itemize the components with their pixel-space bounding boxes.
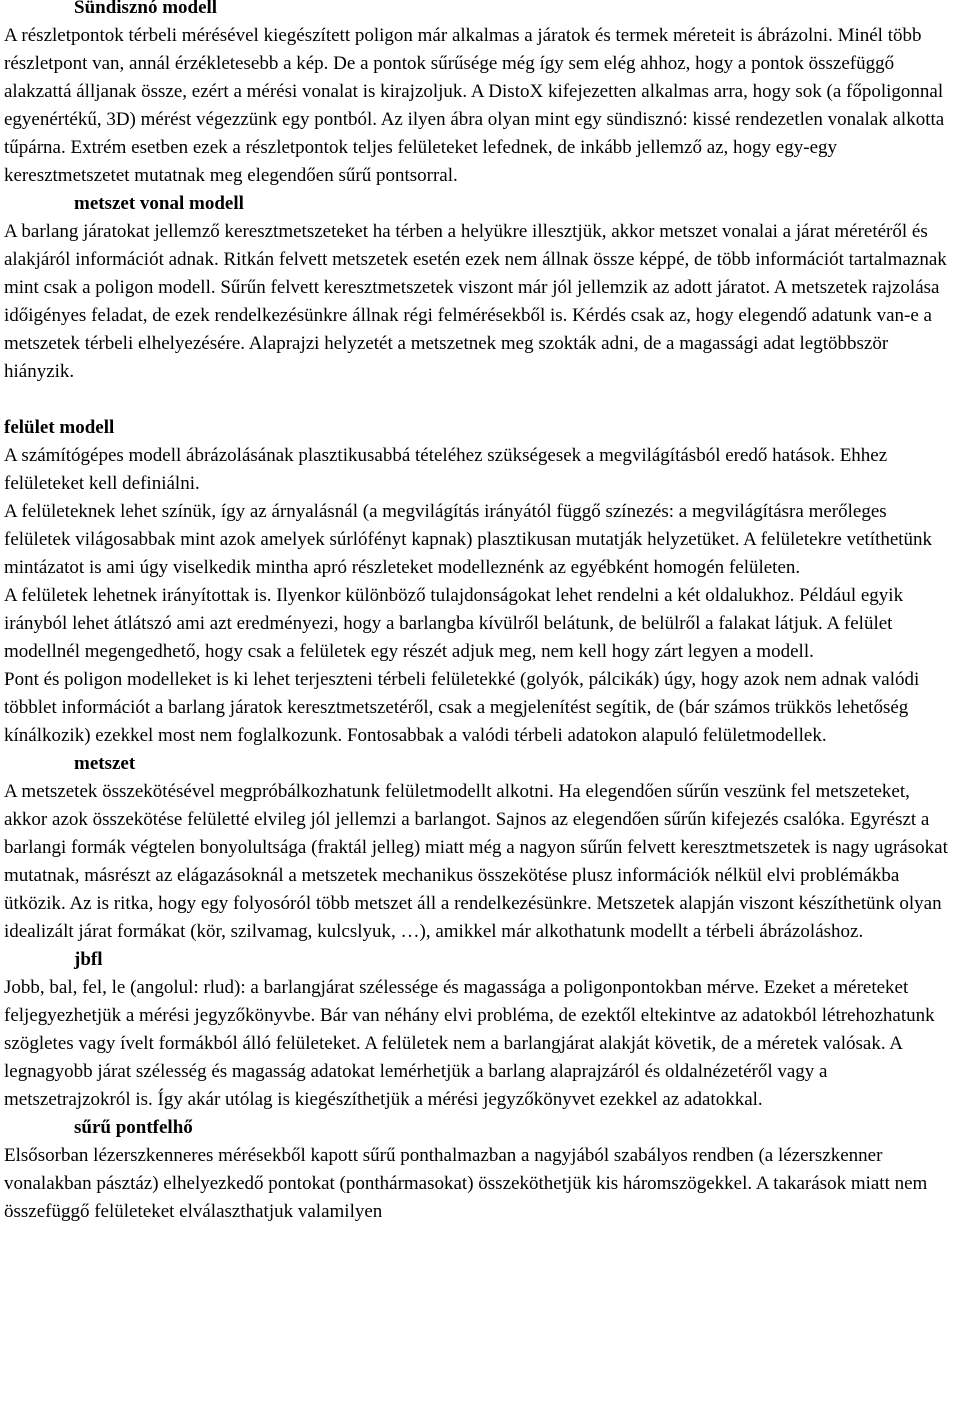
section-heading-sundiszno: Sündisznó modell [74, 0, 218, 18]
paragraph-felulet-3: A felületek lehetnek irányítottak is. Ilyenkor különböző tulajdonságokat lehet rendelni a két oldalukhoz. Például egyik irányból lehet átlátszó ami azt eredményezi, hogy a barlangba kívülről belátunk, de belülről a falakat látjuk. A felület modellnél megengedhető, hogy csak a felületek egy részét adjuk meg, nem kell hogy zárt legyen a modell. [4, 585, 904, 662]
section-heading-metszet: metszet [74, 753, 136, 774]
paragraph-felulet-1: A számítógépes modell ábrázolásának plasztikusabbá tételéhez szükségesek a megvilágításból eredő hatások. Ehhez felületeket kell definiálni. [4, 445, 888, 494]
paragraph-sundiszno: A részletpontok térbeli mérésével kiegészített poligon már alkalmas a járatok és termek méreteit is ábrázolni. Minél több részletpont van, annál érzékletesebb a kép. De a pontok sűrűsége még így sem elég ahhoz, hogy a pontok összefüggő alakzattá álljanak össze, ezért a mérési vonalat is kirajzoljuk. A DistoX kifejezetten alkalmas arra, hogy sok (a főpoligonnal egyenértékű, 3D) mérést végezzünk egy pontból. Az ilyen ábra olyan mint egy sündisznó: kissé rendezetlen vonalak alkotta tűpárna. Extrém esetben ezek a részletpontok teljes felületeket lefednek, de inkább jellemző az, hogy egy-egy keresztmetszetet mutatnak meg elegendően sűrű pontsorral. [4, 25, 945, 186]
paragraph-felulet-4: Pont és poligon modelleket is ki lehet terjeszteni térbeli felületekké (golyók, pálcikák) úgy, hogy azok nem adnak valódi többlet információt a barlang járatok keresztmetszetéről, csak a megjelenítést segítik, de (bár számos trükkös lehetőség kínálkozik) ezekkel most nem foglalkozunk. Fontosabbak a valódi térbeli adatokon alapuló felületmodellek. [4, 669, 920, 746]
spacer [4, 386, 956, 414]
paragraph-suru-pontfelho: Elsősorban lézerszkenneres mérésekből kapott sűrű ponthalmazban a nagyjából szabályos rendben (a lézerszkenner vonalakban pásztáz) elhelyezkedő pontokat (ponthármasokat) összeköthetjük kis háromszögekkel. A takarások miatt nem összefüggő felületeket elválaszthatjuk valamilyen [4, 1145, 928, 1222]
paragraph-jbfl: Jobb, bal, fel, le (angolul: rlud): a barlangjárat szélessége és magassága a poligonpontokban mérve. Ezeket a méreteket feljegyezhetjük a mérési jegyzőkönyvbe. Bár van néhány elvi probléma, de ezektől eltekintve az adatokból létrehozhatunk szögletes vagy ívelt formákból álló felületeket. A felületek nem a barlangjárat alakját követik, de a méretek valósak. A legnagyobb járat szélesség és magasság adatokat lemérhetjük a barlang alaprajzáról és oldalnézetéről vagy a metszetrajzokról is. Így akár utólag is kiegészíthetjük a mérési jegyzőkönyvet ezekkel az adatokkal. [4, 977, 935, 1110]
section-heading-felulet: felület modell [4, 417, 115, 438]
section-heading-metszet-vonal: metszet vonal modell [74, 193, 244, 214]
paragraph-metszet-vonal: A barlang járatokat jellemző keresztmetszeteket ha térben a helyükre illesztjük, akkor metszet vonalai a járat méretéről és alakjáról információt adnak. Ritkán felvett metszetek esetén ezek nem állnak össze képpé, de több információt tartalmaznak mint csak a poligon modell. Sűrűn felvett keresztmetszetek viszont már jól jellemzik az adott járatot. A metszetek rajzolása időigényes feladat, de ezek rendelkezésünkre állnak régi felmérésekből is. Kérdés csak az, hogy elegendő adatunk van-e a metszetek térbeli elhelyezésére. Alaprajzi helyzetét a metszetnek meg szokták adni, de a magassági adat legtöbbször hiányzik. [4, 221, 947, 382]
section-heading-suru-pontfelho: sűrű pontfelhő [74, 1117, 193, 1138]
section-heading-jbfl: jbfl [74, 949, 103, 970]
paragraph-metszet: A metszetek összekötésével megpróbálkozhatunk felületmodellt alkotni. Ha elegendően sűrűn veszünk fel metszeteket, akkor azok összekötése felületté elvileg jól jellemzi a barlangot. Sajnos az elegendően sűrűn kifejezés csalóka. Egyrészt a barlangi formák végtelen bonyolultsága (fraktál jelleg) miatt még a nagyon sűrűn felvett keresztmetszetek is nagy ugrásokat mutatnak, másrészt az elágazásoknál a metszetek mechanikus összekötése plusz információk nélkül elvi problémákba ütközik. Az is ritka, hogy egy folyosóról több metszet áll a rendelkezésünkre. Metszetek alapján viszont készíthetünk olyan idealizált járat formákat (kör, szilvamag, kulcslyuk, …), amikkel már alkothatunk modellt a térbeli ábrázoláshoz. [4, 781, 948, 942]
paragraph-felulet-2: A felületeknek lehet színük, így az árnyalásnál (a megvilágítás irányától függő színezés: a megvilágításra merőleges felületek világosabbak mint azok amelyek súrlófényt kapnak) plasztikusan mutatják helyzetüket. A felületekre vetíthetünk mintázatot is ami úgy viselkedik mintha apró részleteket modelleznénk az egyébként homogén felületen. [4, 501, 933, 578]
